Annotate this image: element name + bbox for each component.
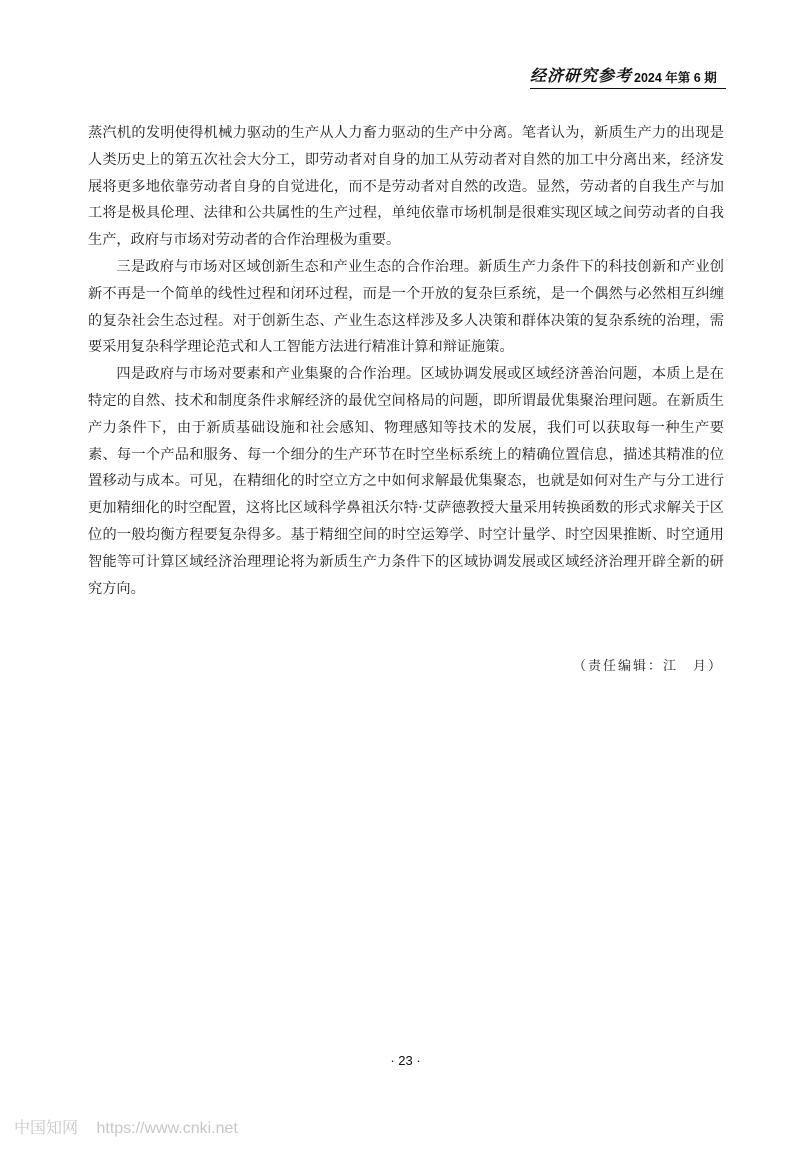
editor-note: （责任编辑：江 月） — [572, 659, 723, 674]
page-number: · 23 · — [390, 1053, 421, 1068]
running-header — [530, 64, 726, 86]
header-rule — [530, 88, 726, 89]
watermark-site-name: 中国知网 — [14, 1120, 79, 1137]
watermark-url[interactable]: https://www.cnki.net — [96, 1120, 238, 1137]
article-body — [88, 120, 724, 602]
body-paragraph-1: 蒸汽机的发明使得机械力驱动的生产从人力畜力驱动的生产中分离。笔者认为，新质生产力的出现是人类历史上的第五次社会大分工，即劳动者对自身的加工从劳动者对自然的加工中分离出来，经济发展将更多地依靠劳动者自身的自觉进化，而不是劳动者对自然的改造。显然，劳动者的自我生产与加工将是极具伦理、法律和公共属性的生产过程，单纯依靠市场机制是很难实现区域之间劳动者的自我生产，政府与市场对劳动者的合作治理极为重要。 — [88, 125, 724, 249]
body-paragraph-2: 三是政府与市场对区域创新生态和产业生态的合作治理。新质生产力条件下的科技创新和产业创新不再是一个简单的线性过程和闭环过程，而是一个开放的复杂巨系统，是一个偶然与必然相互纠缠的复杂社会生态过程。对于创新生态、产业生态这样涉及多人决策和群体决策的复杂系统的治理，需要采用复杂科学理论范式和人工智能方法进行精准计算和辩证施策。 — [88, 258, 724, 356]
body-paragraph-3: 四是政府与市场对要素和产业集聚的合作治理。区域协调发展或区域经济善治问题，本质上是在特定的自然、技术和制度条件求解经济的最优空间格局的问题，即所谓最优集聚治理问题。在新质生产力条件下，由于新质基础设施和社会感知、物理感知等技术的发展，我们可以获取每一种生产要素、每一个产品和服务、每一个细分的生产环节在时空坐标系统上的精确位置信息，描述其精准的位置移动与成本。可见，在精细化的时空立方之中如何求解最优集聚态，也就是如何对生产与分工进行更加精细化的时空配置，这将比区域科学鼻祖沃尔特·艾萨德教授大量采用转换函数的形式求解关于区位的一般均衡方程要复杂得多。基于精细空间的时空运筹学、时空计量学、时空因果推断、时空通用智能等可计算区域经济治理理论将为新质生产力条件下的区域协调发展或区域经济治理开辟全新的研究方向。 — [88, 366, 724, 597]
issue-label: 2024 年第 6 期 — [634, 71, 717, 85]
watermark — [14, 1115, 238, 1138]
journal-name: 经济研究参考 — [530, 66, 633, 85]
